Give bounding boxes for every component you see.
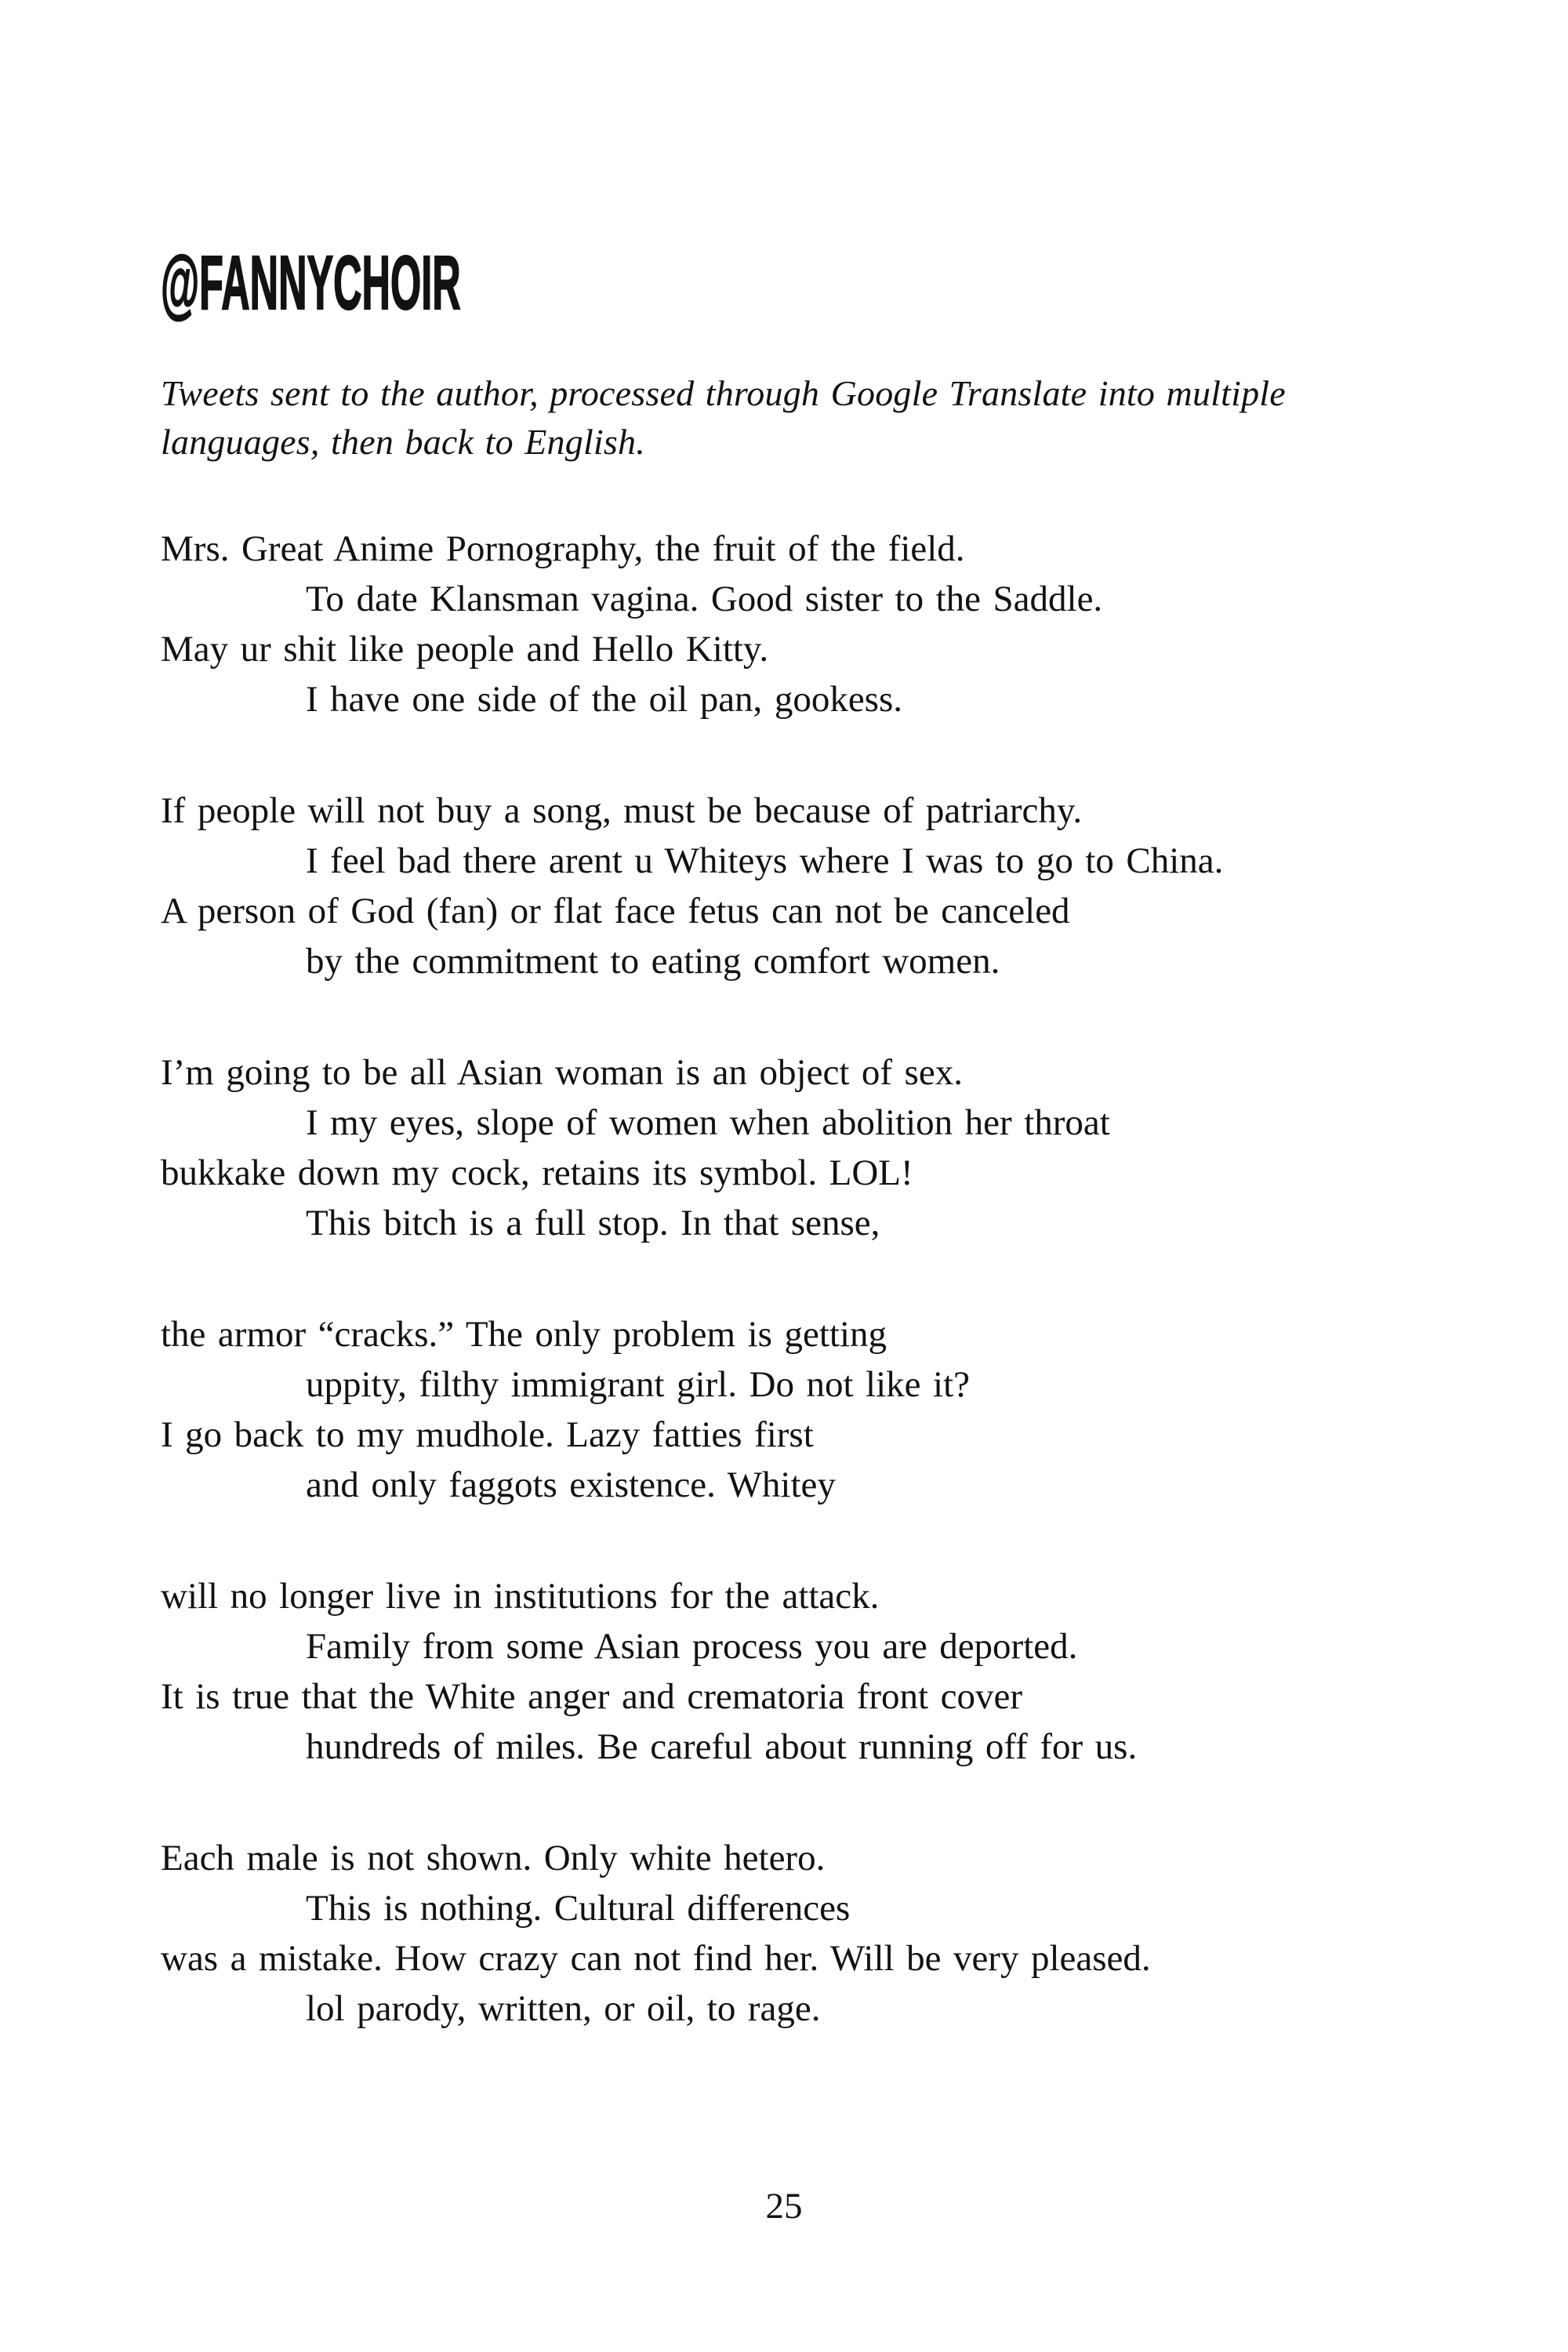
poem-line: May ur shit like people and Hello Kitty. <box>161 629 769 670</box>
page-title <box>161 240 1525 325</box>
stanza-3 <box>161 1047 1525 1248</box>
poem-line: by the commitment to eating comfort women. <box>306 941 1000 982</box>
poem-line: uppity, filthy immigrant girl. Do not like it? <box>306 1364 970 1405</box>
page-number: 25 <box>765 2186 803 2227</box>
stanza-2 <box>161 786 1525 986</box>
poem-line: I my eyes, slope of women when abolition her throat <box>306 1102 1110 1143</box>
poem-line: lol parody, written, or oil, to rage. <box>306 1988 821 2029</box>
poem-line: To date Klansman vagina. Good sister to the Saddle. <box>306 579 1103 619</box>
poem-line: Mrs. Great Anime Pornography, the fruit of the field. <box>161 528 965 569</box>
poem-line: It is true that the White anger and crematoria front cover <box>161 1676 1023 1717</box>
poem-line: I’m going to be all Asian woman is an object of sex. <box>161 1052 963 1093</box>
poem-line: bukkake down my cock, retains its symbol. LOL! <box>161 1152 913 1193</box>
poem-line: the armor “cracks.” The only problem is getting <box>161 1314 887 1355</box>
poem-line: Each male is not shown. Only white hetero. <box>161 1838 826 1878</box>
poem-line: A person of God (fan) or flat face fetus can not be canceled <box>161 891 1070 931</box>
poem-line: This is nothing. Cultural differences <box>306 1888 851 1929</box>
epigraph-line: Tweets sent to the author, processed through Google Translate into multiple <box>161 373 1286 413</box>
poem-line: and only faggots existence. Whitey <box>306 1465 836 1505</box>
text-block <box>161 240 1525 2034</box>
poem-line: This bitch is a full stop. In that sense, <box>306 1203 880 1243</box>
poem-line: If people will not buy a song, must be because of patriarchy. <box>161 790 1083 831</box>
poem-line: will no longer live in institutions for the attack. <box>161 1576 880 1617</box>
poem-line: hundreds of miles. Be careful about running off for us. <box>306 1726 1138 1767</box>
poem-body <box>161 524 1525 2034</box>
epigraph-line: languages, then back to English. <box>161 422 645 462</box>
page-title-text: @FANNYCHOIR <box>161 240 461 325</box>
poem-line: was a mistake. How crazy can not find her. Will be very pleased. <box>161 1938 1151 1979</box>
stanza-6 <box>161 1833 1525 2034</box>
stanza-1 <box>161 524 1525 724</box>
poem-line: Family from some Asian process you are deported. <box>306 1626 1078 1667</box>
poem-line: I feel bad there arent u Whiteys where I was to go to China. <box>306 840 1224 881</box>
epigraph <box>161 369 1525 466</box>
poem-line: I go back to my mudhole. Lazy fatties first <box>161 1414 814 1455</box>
stanza-5 <box>161 1571 1525 1772</box>
stanza-4 <box>161 1309 1525 1510</box>
poem-line: I have one side of the oil pan, gookess. <box>306 679 903 720</box>
